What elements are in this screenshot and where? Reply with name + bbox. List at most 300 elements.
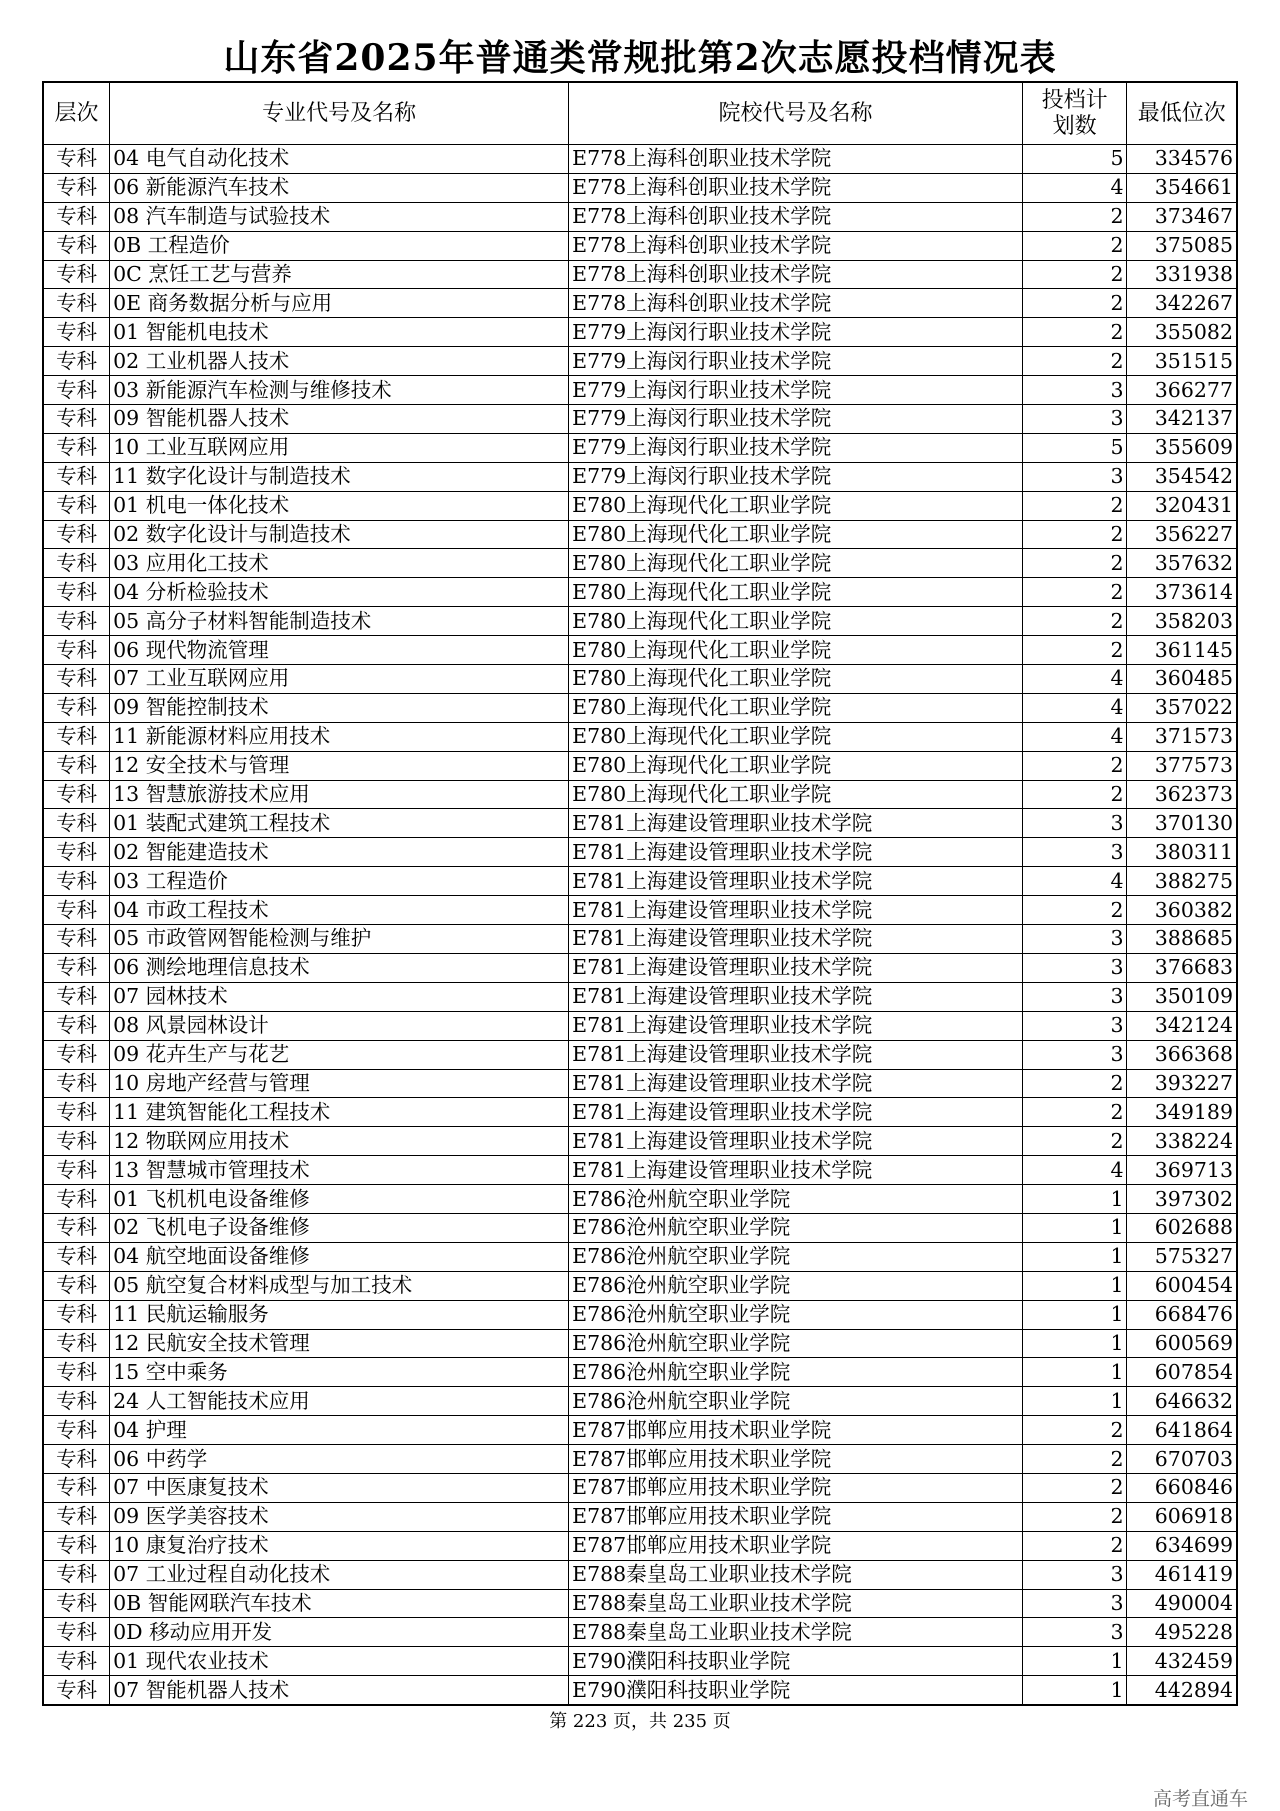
cell-school: E778上海科创职业技术学院 bbox=[569, 202, 1023, 231]
cell-plan: 3 bbox=[1022, 1618, 1127, 1647]
cell-level: 专科 bbox=[43, 173, 110, 202]
cell-rank: 393227 bbox=[1127, 1069, 1237, 1098]
table-row bbox=[43, 462, 1237, 491]
cell-major: 11 民航运输服务 bbox=[110, 1300, 569, 1329]
cell-plan: 2 bbox=[1022, 289, 1127, 318]
cell-level: 专科 bbox=[43, 1560, 110, 1589]
cell-level: 专科 bbox=[43, 982, 110, 1011]
cell-school: E781上海建设管理职业技术学院 bbox=[569, 925, 1023, 954]
cell-school: E781上海建设管理职业技术学院 bbox=[569, 896, 1023, 925]
cell-major: 0E 商务数据分析与应用 bbox=[110, 289, 569, 318]
table-body bbox=[43, 145, 1237, 1706]
cell-plan: 4 bbox=[1022, 867, 1127, 896]
cell-school: E786沧州航空职业学院 bbox=[569, 1300, 1023, 1329]
cell-school: E778上海科创职业技术学院 bbox=[569, 231, 1023, 260]
cell-school: E781上海建设管理职业技术学院 bbox=[569, 809, 1023, 838]
cell-school: E787邯郸应用技术职业学院 bbox=[569, 1416, 1023, 1445]
cell-level: 专科 bbox=[43, 462, 110, 491]
cell-major: 13 智慧城市管理技术 bbox=[110, 1156, 569, 1185]
cell-school: E780上海现代化工职业学院 bbox=[569, 578, 1023, 607]
table-row bbox=[43, 1213, 1237, 1242]
cell-rank: 334576 bbox=[1127, 145, 1237, 174]
cell-major: 04 市政工程技术 bbox=[110, 896, 569, 925]
cell-rank: 388685 bbox=[1127, 925, 1237, 954]
cell-major: 09 智能机器人技术 bbox=[110, 405, 569, 434]
table-row bbox=[43, 607, 1237, 636]
cell-major: 01 现代农业技术 bbox=[110, 1647, 569, 1676]
cell-school: E780上海现代化工职业学院 bbox=[569, 751, 1023, 780]
cell-plan: 1 bbox=[1022, 1213, 1127, 1242]
cell-level: 专科 bbox=[43, 1213, 110, 1242]
cell-level: 专科 bbox=[43, 1618, 110, 1647]
cell-major: 09 花卉生产与花艺 bbox=[110, 1040, 569, 1069]
cell-level: 专科 bbox=[43, 607, 110, 636]
cell-school: E781上海建设管理职业技术学院 bbox=[569, 867, 1023, 896]
cell-major: 0D 移动应用开发 bbox=[110, 1618, 569, 1647]
admission-table bbox=[42, 81, 1238, 1706]
cell-level: 专科 bbox=[43, 1156, 110, 1185]
cell-school: E780上海现代化工职业学院 bbox=[569, 491, 1023, 520]
table-row bbox=[43, 1069, 1237, 1098]
cell-school: E779上海闵行职业技术学院 bbox=[569, 405, 1023, 434]
cell-school: E780上海现代化工职业学院 bbox=[569, 520, 1023, 549]
cell-plan: 1 bbox=[1022, 1300, 1127, 1329]
table-row bbox=[43, 636, 1237, 665]
table-row bbox=[43, 1040, 1237, 1069]
cell-rank: 320431 bbox=[1127, 491, 1237, 520]
cell-level: 专科 bbox=[43, 693, 110, 722]
cell-major: 02 飞机电子设备维修 bbox=[110, 1213, 569, 1242]
cell-major: 04 电气自动化技术 bbox=[110, 145, 569, 174]
table-row bbox=[43, 1531, 1237, 1560]
cell-level: 专科 bbox=[43, 520, 110, 549]
cell-major: 05 高分子材料智能制造技术 bbox=[110, 607, 569, 636]
cell-rank: 351515 bbox=[1127, 347, 1237, 376]
table-row bbox=[43, 520, 1237, 549]
cell-rank: 362373 bbox=[1127, 780, 1237, 809]
cell-level: 专科 bbox=[43, 751, 110, 780]
watermark: 高考直通车 bbox=[1152, 1788, 1248, 1810]
cell-plan: 1 bbox=[1022, 1358, 1127, 1387]
cell-plan: 2 bbox=[1022, 636, 1127, 665]
cell-major: 06 现代物流管理 bbox=[110, 636, 569, 665]
cell-level: 专科 bbox=[43, 318, 110, 347]
cell-rank: 600569 bbox=[1127, 1329, 1237, 1358]
cell-rank: 366277 bbox=[1127, 376, 1237, 405]
cell-school: E780上海现代化工职业学院 bbox=[569, 636, 1023, 665]
cell-plan: 2 bbox=[1022, 260, 1127, 289]
cell-level: 专科 bbox=[43, 1502, 110, 1531]
cell-rank: 461419 bbox=[1127, 1560, 1237, 1589]
cell-major: 06 中药学 bbox=[110, 1445, 569, 1474]
cell-plan: 2 bbox=[1022, 202, 1127, 231]
cell-rank: 377573 bbox=[1127, 751, 1237, 780]
table-row bbox=[43, 145, 1237, 174]
cell-rank: 490004 bbox=[1127, 1589, 1237, 1618]
cell-major: 02 数字化设计与制造技术 bbox=[110, 520, 569, 549]
table-row bbox=[43, 1473, 1237, 1502]
cell-school: E787邯郸应用技术职业学院 bbox=[569, 1473, 1023, 1502]
cell-rank: 342137 bbox=[1127, 405, 1237, 434]
cell-school: E786沧州航空职业学院 bbox=[569, 1387, 1023, 1416]
table-row bbox=[43, 491, 1237, 520]
table-row bbox=[43, 1416, 1237, 1445]
table-header-row bbox=[43, 82, 1237, 145]
cell-rank: 360382 bbox=[1127, 896, 1237, 925]
header-level: 层次 bbox=[43, 82, 110, 145]
cell-plan: 1 bbox=[1022, 1387, 1127, 1416]
cell-plan: 2 bbox=[1022, 1531, 1127, 1560]
cell-major: 07 中医康复技术 bbox=[110, 1473, 569, 1502]
cell-major: 07 园林技术 bbox=[110, 982, 569, 1011]
cell-level: 专科 bbox=[43, 1445, 110, 1474]
cell-level: 专科 bbox=[43, 953, 110, 982]
cell-major: 05 航空复合材料成型与加工技术 bbox=[110, 1271, 569, 1300]
table-row bbox=[43, 953, 1237, 982]
cell-major: 03 工程造价 bbox=[110, 867, 569, 896]
header-major: 专业代号及名称 bbox=[110, 82, 569, 145]
cell-rank: 373467 bbox=[1127, 202, 1237, 231]
cell-school: E780上海现代化工职业学院 bbox=[569, 780, 1023, 809]
table-row bbox=[43, 1618, 1237, 1647]
cell-rank: 600454 bbox=[1127, 1271, 1237, 1300]
cell-plan: 2 bbox=[1022, 751, 1127, 780]
table-row bbox=[43, 838, 1237, 867]
cell-school: E781上海建设管理职业技术学院 bbox=[569, 1127, 1023, 1156]
cell-level: 专科 bbox=[43, 1040, 110, 1069]
cell-rank: 338224 bbox=[1127, 1127, 1237, 1156]
cell-major: 01 装配式建筑工程技术 bbox=[110, 809, 569, 838]
cell-level: 专科 bbox=[43, 1416, 110, 1445]
cell-level: 专科 bbox=[43, 722, 110, 751]
cell-plan: 3 bbox=[1022, 462, 1127, 491]
cell-level: 专科 bbox=[43, 433, 110, 462]
cell-school: E778上海科创职业技术学院 bbox=[569, 173, 1023, 202]
table-row bbox=[43, 1647, 1237, 1676]
cell-plan: 2 bbox=[1022, 1445, 1127, 1474]
table-row bbox=[43, 896, 1237, 925]
cell-plan: 1 bbox=[1022, 1329, 1127, 1358]
table-row bbox=[43, 1387, 1237, 1416]
cell-major: 12 民航安全技术管理 bbox=[110, 1329, 569, 1358]
page-footer: 第 223 页，共 235 页 bbox=[549, 1711, 731, 1732]
cell-major: 04 分析检验技术 bbox=[110, 578, 569, 607]
cell-school: E780上海现代化工职业学院 bbox=[569, 665, 1023, 694]
cell-major: 11 建筑智能化工程技术 bbox=[110, 1098, 569, 1127]
cell-major: 0B 工程造价 bbox=[110, 231, 569, 260]
cell-level: 专科 bbox=[43, 1242, 110, 1271]
cell-rank: 371573 bbox=[1127, 722, 1237, 751]
cell-school: E779上海闵行职业技术学院 bbox=[569, 318, 1023, 347]
cell-rank: 606918 bbox=[1127, 1502, 1237, 1531]
cell-plan: 2 bbox=[1022, 1416, 1127, 1445]
cell-plan: 2 bbox=[1022, 780, 1127, 809]
cell-school: E786沧州航空职业学院 bbox=[569, 1271, 1023, 1300]
cell-level: 专科 bbox=[43, 636, 110, 665]
cell-rank: 388275 bbox=[1127, 867, 1237, 896]
table-row bbox=[43, 578, 1237, 607]
table-row bbox=[43, 665, 1237, 694]
table-row bbox=[43, 347, 1237, 376]
cell-level: 专科 bbox=[43, 1098, 110, 1127]
table-row bbox=[43, 925, 1237, 954]
cell-plan: 2 bbox=[1022, 1098, 1127, 1127]
cell-school: E786沧州航空职业学院 bbox=[569, 1358, 1023, 1387]
cell-plan: 2 bbox=[1022, 549, 1127, 578]
cell-plan: 3 bbox=[1022, 1040, 1127, 1069]
cell-level: 专科 bbox=[43, 1647, 110, 1676]
cell-level: 专科 bbox=[43, 1300, 110, 1329]
cell-level: 专科 bbox=[43, 578, 110, 607]
cell-major: 24 人工智能技术应用 bbox=[110, 1387, 569, 1416]
table-row bbox=[43, 982, 1237, 1011]
cell-major: 06 新能源汽车技术 bbox=[110, 173, 569, 202]
cell-plan: 5 bbox=[1022, 145, 1127, 174]
cell-level: 专科 bbox=[43, 231, 110, 260]
cell-level: 专科 bbox=[43, 1127, 110, 1156]
cell-plan: 5 bbox=[1022, 433, 1127, 462]
cell-school: E778上海科创职业技术学院 bbox=[569, 289, 1023, 318]
table-row bbox=[43, 202, 1237, 231]
cell-school: E781上海建设管理职业技术学院 bbox=[569, 1069, 1023, 1098]
cell-level: 专科 bbox=[43, 1185, 110, 1214]
cell-rank: 355082 bbox=[1127, 318, 1237, 347]
cell-level: 专科 bbox=[43, 549, 110, 578]
table-row bbox=[43, 867, 1237, 896]
table-row bbox=[43, 1589, 1237, 1618]
cell-major: 04 航空地面设备维修 bbox=[110, 1242, 569, 1271]
table-row bbox=[43, 1300, 1237, 1329]
cell-major: 07 工业互联网应用 bbox=[110, 665, 569, 694]
cell-major: 03 新能源汽车检测与维修技术 bbox=[110, 376, 569, 405]
header-school: 院校代号及名称 bbox=[569, 82, 1023, 145]
cell-plan: 2 bbox=[1022, 607, 1127, 636]
cell-school: E786沧州航空职业学院 bbox=[569, 1242, 1023, 1271]
table-row bbox=[43, 751, 1237, 780]
cell-major: 02 工业机器人技术 bbox=[110, 347, 569, 376]
cell-major: 11 数字化设计与制造技术 bbox=[110, 462, 569, 491]
cell-plan: 4 bbox=[1022, 1156, 1127, 1185]
cell-rank: 495228 bbox=[1127, 1618, 1237, 1647]
cell-rank: 369713 bbox=[1127, 1156, 1237, 1185]
cell-plan: 2 bbox=[1022, 491, 1127, 520]
table-row bbox=[43, 1127, 1237, 1156]
cell-school: E788秦皇岛工业职业技术学院 bbox=[569, 1618, 1023, 1647]
cell-major: 02 智能建造技术 bbox=[110, 838, 569, 867]
cell-plan: 1 bbox=[1022, 1185, 1127, 1214]
cell-level: 专科 bbox=[43, 1387, 110, 1416]
cell-rank: 668476 bbox=[1127, 1300, 1237, 1329]
cell-plan: 2 bbox=[1022, 231, 1127, 260]
table-row bbox=[43, 260, 1237, 289]
cell-school: E778上海科创职业技术学院 bbox=[569, 145, 1023, 174]
table-row bbox=[43, 376, 1237, 405]
table-row bbox=[43, 318, 1237, 347]
cell-school: E786沧州航空职业学院 bbox=[569, 1185, 1023, 1214]
table-row bbox=[43, 693, 1237, 722]
cell-level: 专科 bbox=[43, 896, 110, 925]
header-plan-label: 投档计划数 bbox=[1041, 87, 1108, 139]
cell-school: E779上海闵行职业技术学院 bbox=[569, 376, 1023, 405]
cell-major: 0C 烹饪工艺与营养 bbox=[110, 260, 569, 289]
cell-rank: 354542 bbox=[1127, 462, 1237, 491]
cell-plan: 3 bbox=[1022, 1011, 1127, 1040]
cell-rank: 354661 bbox=[1127, 173, 1237, 202]
cell-major: 08 汽车制造与试验技术 bbox=[110, 202, 569, 231]
cell-school: E779上海闵行职业技术学院 bbox=[569, 433, 1023, 462]
table-row bbox=[43, 1676, 1237, 1705]
cell-school: E788秦皇岛工业职业技术学院 bbox=[569, 1589, 1023, 1618]
table-row bbox=[43, 1242, 1237, 1271]
table-row bbox=[43, 289, 1237, 318]
cell-major: 10 房地产经营与管理 bbox=[110, 1069, 569, 1098]
cell-level: 专科 bbox=[43, 838, 110, 867]
table-row bbox=[43, 1560, 1237, 1589]
cell-major: 03 应用化工技术 bbox=[110, 549, 569, 578]
cell-rank: 342267 bbox=[1127, 289, 1237, 318]
cell-major: 08 风景园林设计 bbox=[110, 1011, 569, 1040]
cell-rank: 357022 bbox=[1127, 693, 1237, 722]
cell-level: 专科 bbox=[43, 1676, 110, 1705]
cell-level: 专科 bbox=[43, 780, 110, 809]
cell-level: 专科 bbox=[43, 1069, 110, 1098]
cell-school: E781上海建设管理职业技术学院 bbox=[569, 1040, 1023, 1069]
cell-level: 专科 bbox=[43, 376, 110, 405]
cell-level: 专科 bbox=[43, 260, 110, 289]
cell-plan: 1 bbox=[1022, 1242, 1127, 1271]
table-row bbox=[43, 809, 1237, 838]
cell-school: E781上海建设管理职业技术学院 bbox=[569, 953, 1023, 982]
cell-plan: 3 bbox=[1022, 982, 1127, 1011]
cell-level: 专科 bbox=[43, 1531, 110, 1560]
cell-rank: 670703 bbox=[1127, 1445, 1237, 1474]
cell-school: E786沧州航空职业学院 bbox=[569, 1213, 1023, 1242]
cell-plan: 3 bbox=[1022, 809, 1127, 838]
table-row bbox=[43, 1329, 1237, 1358]
cell-school: E786沧州航空职业学院 bbox=[569, 1329, 1023, 1358]
cell-rank: 358203 bbox=[1127, 607, 1237, 636]
cell-school: E781上海建设管理职业技术学院 bbox=[569, 1098, 1023, 1127]
cell-plan: 3 bbox=[1022, 925, 1127, 954]
cell-rank: 366368 bbox=[1127, 1040, 1237, 1069]
cell-rank: 360485 bbox=[1127, 665, 1237, 694]
table-row bbox=[43, 1271, 1237, 1300]
cell-rank: 641864 bbox=[1127, 1416, 1237, 1445]
table-row bbox=[43, 231, 1237, 260]
cell-major: 05 市政管网智能检测与维护 bbox=[110, 925, 569, 954]
cell-rank: 660846 bbox=[1127, 1473, 1237, 1502]
page-title: 山东省2025年普通类常规批第2次志愿投档情况表 bbox=[223, 37, 1057, 79]
cell-rank: 646632 bbox=[1127, 1387, 1237, 1416]
cell-school: E787邯郸应用技术职业学院 bbox=[569, 1445, 1023, 1474]
cell-plan: 3 bbox=[1022, 1560, 1127, 1589]
cell-rank: 356227 bbox=[1127, 520, 1237, 549]
cell-rank: 602688 bbox=[1127, 1213, 1237, 1242]
cell-rank: 442894 bbox=[1127, 1676, 1237, 1705]
cell-rank: 361145 bbox=[1127, 636, 1237, 665]
table-row bbox=[43, 1445, 1237, 1474]
cell-major: 01 飞机机电设备维修 bbox=[110, 1185, 569, 1214]
cell-plan: 1 bbox=[1022, 1676, 1127, 1705]
table-row bbox=[43, 1185, 1237, 1214]
cell-level: 专科 bbox=[43, 145, 110, 174]
cell-major: 11 新能源材料应用技术 bbox=[110, 722, 569, 751]
cell-major: 10 康复治疗技术 bbox=[110, 1531, 569, 1560]
cell-school: E779上海闵行职业技术学院 bbox=[569, 462, 1023, 491]
table-row bbox=[43, 1098, 1237, 1127]
cell-major: 04 护理 bbox=[110, 1416, 569, 1445]
cell-major: 09 医学美容技术 bbox=[110, 1502, 569, 1531]
cell-level: 专科 bbox=[43, 1011, 110, 1040]
cell-major: 12 物联网应用技术 bbox=[110, 1127, 569, 1156]
cell-rank: 375085 bbox=[1127, 231, 1237, 260]
cell-major: 01 智能机电技术 bbox=[110, 318, 569, 347]
cell-plan: 2 bbox=[1022, 1473, 1127, 1502]
cell-school: E780上海现代化工职业学院 bbox=[569, 607, 1023, 636]
cell-level: 专科 bbox=[43, 347, 110, 376]
cell-school: E780上海现代化工职业学院 bbox=[569, 549, 1023, 578]
cell-rank: 432459 bbox=[1127, 1647, 1237, 1676]
cell-school: E781上海建设管理职业技术学院 bbox=[569, 838, 1023, 867]
cell-school: E787邯郸应用技术职业学院 bbox=[569, 1502, 1023, 1531]
cell-level: 专科 bbox=[43, 202, 110, 231]
cell-rank: 380311 bbox=[1127, 838, 1237, 867]
table-row bbox=[43, 722, 1237, 751]
cell-plan: 3 bbox=[1022, 953, 1127, 982]
cell-major: 07 工业过程自动化技术 bbox=[110, 1560, 569, 1589]
cell-major: 13 智慧旅游技术应用 bbox=[110, 780, 569, 809]
table-row bbox=[43, 1358, 1237, 1387]
table-row bbox=[43, 405, 1237, 434]
cell-plan: 2 bbox=[1022, 1069, 1127, 1098]
cell-plan: 2 bbox=[1022, 1502, 1127, 1531]
cell-rank: 373614 bbox=[1127, 578, 1237, 607]
cell-rank: 357632 bbox=[1127, 549, 1237, 578]
cell-rank: 355609 bbox=[1127, 433, 1237, 462]
cell-level: 专科 bbox=[43, 1271, 110, 1300]
table-row bbox=[43, 1156, 1237, 1185]
cell-major: 09 智能控制技术 bbox=[110, 693, 569, 722]
cell-plan: 4 bbox=[1022, 722, 1127, 751]
cell-school: E790濮阳科技职业学院 bbox=[569, 1676, 1023, 1705]
cell-plan: 4 bbox=[1022, 173, 1127, 202]
cell-rank: 342124 bbox=[1127, 1011, 1237, 1040]
cell-rank: 634699 bbox=[1127, 1531, 1237, 1560]
cell-major: 12 安全技术与管理 bbox=[110, 751, 569, 780]
cell-plan: 1 bbox=[1022, 1647, 1127, 1676]
cell-plan: 3 bbox=[1022, 405, 1127, 434]
cell-school: E781上海建设管理职业技术学院 bbox=[569, 1011, 1023, 1040]
cell-rank: 349189 bbox=[1127, 1098, 1237, 1127]
cell-plan: 3 bbox=[1022, 838, 1127, 867]
cell-level: 专科 bbox=[43, 1473, 110, 1502]
cell-level: 专科 bbox=[43, 405, 110, 434]
cell-level: 专科 bbox=[43, 1329, 110, 1358]
cell-level: 专科 bbox=[43, 1358, 110, 1387]
cell-rank: 331938 bbox=[1127, 260, 1237, 289]
cell-school: E780上海现代化工职业学院 bbox=[569, 722, 1023, 751]
table-row bbox=[43, 1011, 1237, 1040]
table-row bbox=[43, 780, 1237, 809]
cell-major: 07 智能机器人技术 bbox=[110, 1676, 569, 1705]
cell-plan: 2 bbox=[1022, 318, 1127, 347]
cell-plan: 2 bbox=[1022, 578, 1127, 607]
table-row bbox=[43, 549, 1237, 578]
header-rank: 最低位次 bbox=[1127, 82, 1237, 145]
cell-level: 专科 bbox=[43, 1589, 110, 1618]
cell-plan: 4 bbox=[1022, 693, 1127, 722]
cell-school: E780上海现代化工职业学院 bbox=[569, 693, 1023, 722]
